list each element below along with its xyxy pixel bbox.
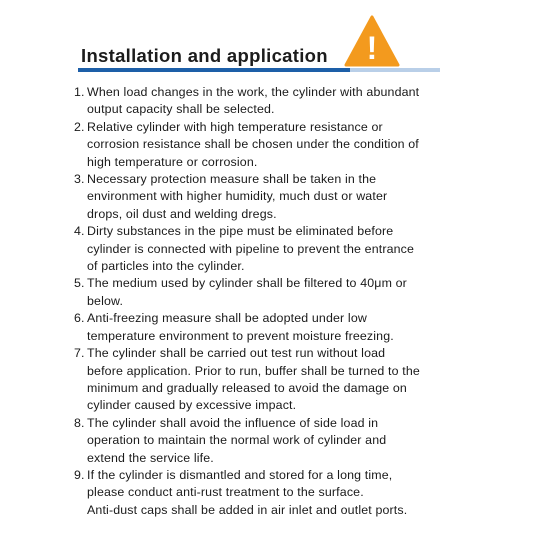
list-item-row	[74, 171, 454, 188]
section-header	[78, 18, 440, 76]
list-item	[74, 310, 454, 345]
list-item-row	[74, 136, 454, 153]
list-item-text: minimum and gradually released to avoid the damage on	[87, 380, 407, 395]
list-item	[74, 84, 454, 119]
list-item-row	[74, 363, 454, 380]
list-item-text: please conduct anti-rust treatment to the surface.	[87, 485, 364, 500]
list-item-text: Relative cylinder with high temperature resistance or	[87, 119, 383, 134]
list-item-row	[74, 188, 454, 205]
list-item-number: 3.	[74, 172, 85, 187]
list-item-text: Necessary protection measure shall be taken in the	[87, 172, 377, 187]
list-item-row	[74, 101, 454, 118]
page-title: Installation and application	[81, 45, 328, 66]
list-item-number: 7.	[74, 346, 85, 361]
list-item-number: 1.	[74, 85, 85, 99]
warning-icon	[344, 15, 400, 67]
list-item-row	[74, 310, 454, 327]
list-item-text: operation to maintain the normal work of cylinder and	[87, 433, 387, 448]
list-item	[74, 345, 454, 415]
title-underline-dark	[78, 68, 350, 72]
list-item-text: The cylinder shall be carried out test run without load	[87, 346, 386, 361]
list-item-row	[74, 467, 454, 484]
list-item-row	[74, 397, 454, 414]
instruction-list	[74, 84, 454, 519]
list-item-row	[74, 293, 454, 310]
list-item	[74, 467, 454, 519]
list-item	[74, 415, 454, 467]
list-item-row	[74, 415, 454, 432]
list-item-number: 4.	[74, 224, 85, 239]
list-item-text: The medium used by cylinder shall be filtered to 40μm or	[87, 276, 407, 291]
list-item-number: 2.	[74, 119, 85, 134]
list-item-row	[74, 154, 454, 171]
list-item-text: extend the service life.	[87, 450, 214, 465]
list-item-text: Dirty substances in the pipe must be eliminated before	[87, 224, 394, 239]
list-item-text: cylinder caused by excessive impact.	[87, 398, 297, 413]
list-item-row	[74, 380, 454, 397]
list-item-text: When load changes in the work, the cylinder with abundant	[87, 85, 420, 99]
list-item-text: Anti-freezing measure shall be adopted under low	[87, 311, 367, 326]
list-item-row	[74, 84, 454, 101]
list-item-text: drops, oil dust and welding dregs.	[87, 206, 277, 221]
list-item-row	[74, 241, 454, 258]
list-item-row	[74, 275, 454, 292]
list-item-number: 8.	[74, 415, 85, 430]
list-item	[74, 119, 454, 171]
list-item-text: below.	[87, 293, 124, 308]
list-item-row	[74, 258, 454, 275]
list-item-text: Anti-dust caps shall be added in air inlet and outlet ports.	[87, 502, 408, 517]
list-item-row	[74, 450, 454, 467]
list-item-text: high temperature or corrosion.	[87, 154, 258, 169]
list-item-row	[74, 432, 454, 449]
list-item-text: corrosion resistance shall be chosen under the condition of	[87, 137, 419, 152]
list-item-number: 5.	[74, 276, 85, 291]
title-underline-light	[350, 68, 440, 72]
list-item-text: temperature environment to prevent moisture freezing.	[87, 328, 394, 343]
list-item	[74, 275, 454, 310]
list-item-text: of particles into the cylinder.	[87, 259, 245, 274]
list-item-number: 9.	[74, 467, 85, 482]
list-item-text: environment with higher humidity, much dust or water	[87, 189, 388, 204]
list-item	[74, 171, 454, 223]
list-item-row	[74, 119, 454, 136]
list-item-text: cylinder is connected with pipeline to prevent the entrance	[87, 241, 415, 256]
list-item-row	[74, 484, 454, 501]
list-item-row	[74, 502, 454, 519]
list-item-row	[74, 223, 454, 240]
list-item-row	[74, 345, 454, 362]
list-item-row	[74, 206, 454, 223]
list-item	[74, 223, 454, 275]
list-item-row	[74, 328, 454, 345]
list-item-number: 6.	[74, 311, 85, 326]
list-item-text: The cylinder shall avoid the influence of side load in	[87, 415, 379, 430]
list-item-text: output capacity shall be selected.	[87, 102, 275, 117]
warning-exclamation: !	[366, 30, 378, 66]
list-item-text: If the cylinder is dismantled and stored for a long time,	[87, 467, 393, 482]
list-item-text: before application. Prior to run, buffer shall be turned to the	[87, 363, 420, 378]
